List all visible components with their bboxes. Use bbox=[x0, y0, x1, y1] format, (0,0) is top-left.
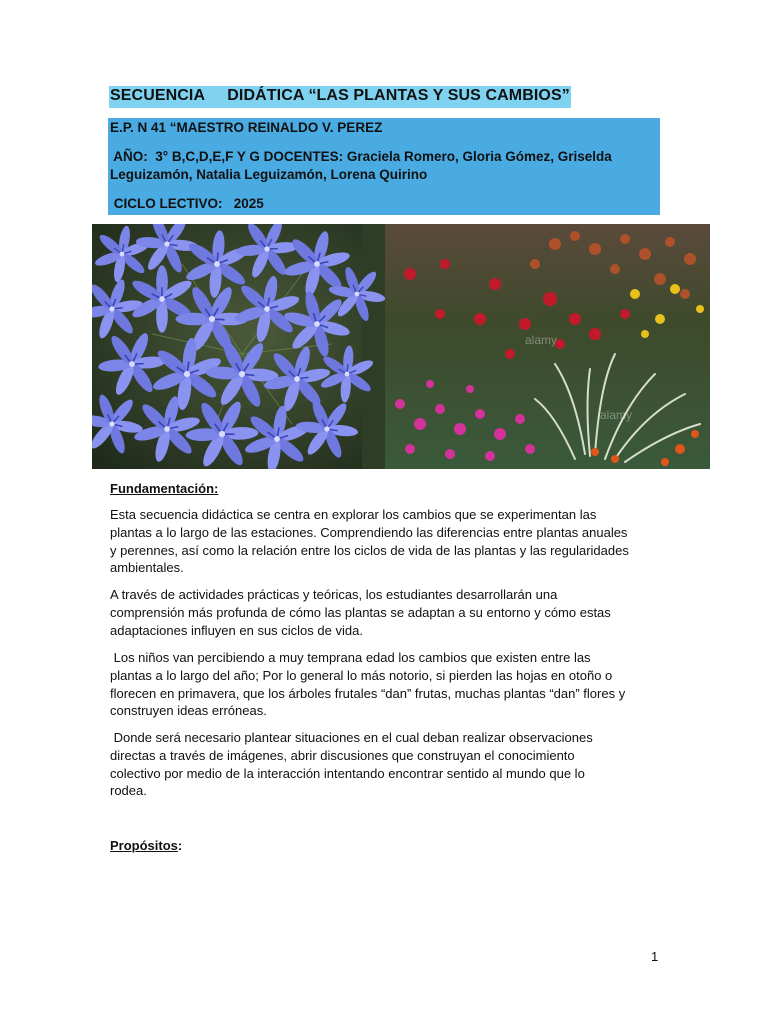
text-line: Esta secuencia didáctica se centra en explorar los cambios que se experimentan las bbox=[110, 507, 597, 522]
fundamentacion-heading: Fundamentación: bbox=[110, 481, 219, 496]
fundamentacion-paragraph-3 bbox=[110, 649, 670, 720]
text-line: adaptaciones influyen en sus ciclos de vida. bbox=[110, 622, 363, 638]
teachers-line-1: AÑO: 3° B,C,D,E,F Y G DOCENTES: Graciela Romero, Gloria Gómez, Griselda bbox=[110, 149, 612, 164]
agapanthus-flowers-photo bbox=[92, 224, 385, 469]
text-line: comprensión más profunda de cómo las plantas se adaptan a su entorno y cómo estas bbox=[110, 604, 611, 620]
text-line: A través de actividades prácticas y teóricas, los estudiantes desarrollarán una bbox=[110, 587, 558, 602]
propositos-heading bbox=[110, 838, 182, 853]
text-line: directas a través de imágenes, abrir discusiones que construyan el conocimiento bbox=[110, 747, 575, 763]
text-line: Donde será necesario plantear situaciones en el cual deban realizar observaciones bbox=[110, 730, 593, 745]
watermark-text: alamy bbox=[525, 333, 558, 347]
text-line: Los niños van percibiendo a muy temprana edad los cambios que existen entre las bbox=[110, 650, 591, 665]
text-line: plantas a lo largo del año; Por lo general lo más notorio, si pierden las hojas en otoño o bbox=[110, 667, 613, 683]
text-line: rodea. bbox=[110, 783, 147, 799]
school-name: E.P. N 41 “MAESTRO REINALDO V. PEREZ bbox=[110, 120, 383, 135]
text-line: colectivo por medio de la interacción intentando encontrar sentido al mundo que lo bbox=[110, 765, 585, 781]
text-line: construyen ideas erróneas. bbox=[110, 703, 267, 719]
text-line: florecen en primavera, que los árboles frutales “dan” frutas, muchas plantas “dan” flores y bbox=[110, 685, 626, 701]
school-cycle: CICLO LECTIVO: 2025 bbox=[110, 196, 264, 211]
page-number: 1 bbox=[651, 949, 659, 964]
text-line: plantas a lo largo de las estaciones. Comprendiendo las diferencias entre plantas anuales bbox=[110, 524, 628, 540]
fundamentacion-paragraph-4 bbox=[110, 729, 670, 800]
text-line: y perennes, así como la relación entre los ciclos de vida de las plantas y las regularidades bbox=[110, 542, 629, 558]
fundamentacion-paragraph-2 bbox=[110, 586, 670, 639]
propositos-heading-text: Propósitos bbox=[110, 838, 178, 853]
document-title: SECUENCIA DIDÁTICA “LAS PLANTAS Y SUS CAMBIOS” bbox=[110, 87, 570, 104]
garden-flowers-photo bbox=[385, 224, 710, 469]
fundamentacion-paragraph-1 bbox=[110, 506, 670, 577]
propositos-colon: : bbox=[177, 838, 183, 853]
text-line: ambientales. bbox=[110, 560, 184, 576]
svg-text:alamy: alamy bbox=[600, 408, 633, 422]
teachers-line-2: Leguizamón, Natalia Leguizamón, Lorena Quirino bbox=[110, 167, 428, 182]
